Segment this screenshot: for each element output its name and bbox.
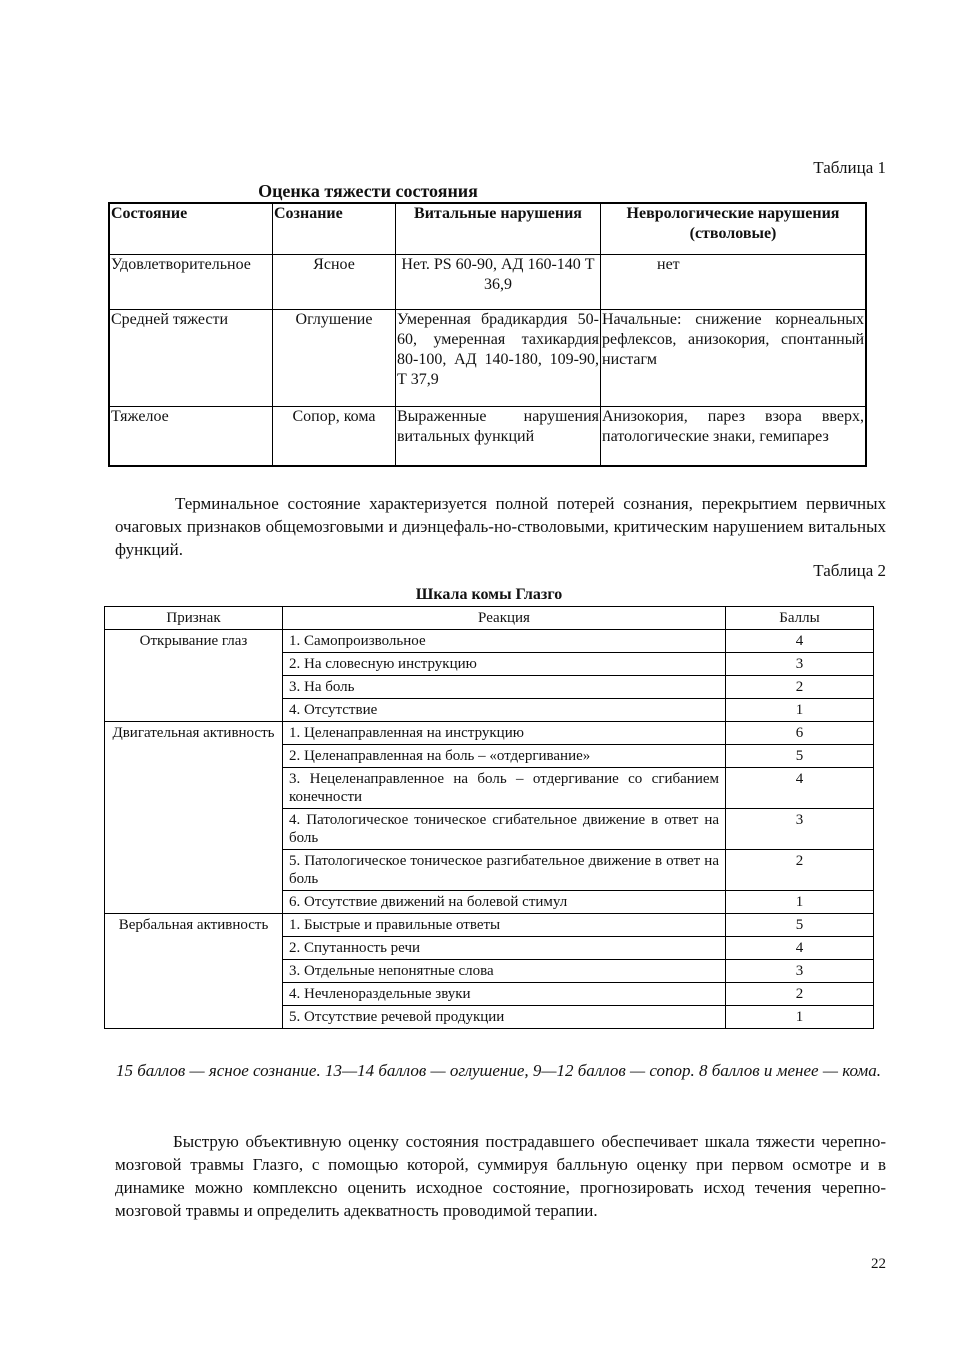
table-cell: Выраженные нарушения витальных функций [396,407,601,467]
table-cell: Средней тяжести [109,310,273,407]
header-cell: Реакция [283,607,726,630]
header-cell: Баллы [726,607,874,630]
table-header-row [105,607,874,630]
table1-title: Оценка тяжести состояния [258,181,478,201]
reaction-cell: 1. Целенаправленная на инструкцию [283,722,726,745]
table-cell: Ясное [273,255,396,310]
reaction-cell: 2. На словесную инструкцию [283,653,726,676]
reaction-cell: 1. Самопроизвольное [283,630,726,653]
table2-title: Шкала комы Глазго [415,586,563,603]
table-cell: Анизокория, парез взора вверх, патологические знаки, гемипарез [601,407,867,467]
header-cell: Сознание [273,203,396,255]
reaction-cell: 3. На боль [283,676,726,699]
reaction-cell: 6. Отсутствие движений на болевой стимул [283,891,726,914]
reaction-cell: 3. Нецеленаправленное на боль – отдергивание со сгибанием конечности [283,768,726,809]
reaction-cell: 4. Патологическое тоническое сгибательное движение в ответ на боль [283,809,726,850]
score-cell: 3 [726,809,874,850]
score-interpretation-note: 15 баллов — ясное сознание. 13—14 баллов — оглушение, 9—12 баллов — сопор. 8 баллов и менее — кома. [116,1061,881,1080]
reaction-cell: 2. Спутанность речи [283,937,726,960]
score-cell: 4 [726,630,874,653]
score-cell: 6 [726,722,874,745]
score-cell: 3 [726,653,874,676]
score-cell: 5 [726,914,874,937]
table-row [109,407,866,467]
reaction-cell: 5. Патологическое тоническое разгибательное движение в ответ на боль [283,850,726,891]
header-cell: Признак [105,607,283,630]
table-cell: Оглушение [273,310,396,407]
score-cell: 1 [726,891,874,914]
table-cell: нет [601,255,867,310]
table-cell: Удовлетворительное [109,255,273,310]
sign-cell: Двигательная активность [105,722,283,914]
table-cell: Умеренная брадикардия 50-60, умеренная тахикардия 80-100, АД 140-180, 109-90, Т 37,9 [396,310,601,407]
paragraph-glasgow-summary: Быструю объективную оценку состояния пострадавшего обеспечивает шкала тяжести черепно-мозговой травмы Глазго, с помощью которой, суммируя балльную оценку при первом осмотре и в динамике можно комплексно оценить исходное состояние, прогнозировать исход течения черепно-мозговой травмы и определить адекватность проводимой терапии. [115,1132,886,1220]
reaction-cell: 3. Отдельные непонятные слова [283,960,726,983]
header-cell: Состояние [109,203,273,255]
table-row [109,310,866,407]
table2-label: Таблица 2 [813,561,886,580]
score-cell: 3 [726,960,874,983]
header-cell: Неврологические нарушения (стволовые) [601,203,867,255]
table1-label: Таблица 1 [813,158,886,177]
table-cell: Начальные: снижение корнеальных рефлексов, анизокория, спонтанный нистагм [601,310,867,407]
score-cell: 2 [726,983,874,1006]
score-cell: 1 [726,1006,874,1029]
severity-table [108,202,867,467]
sign-cell: Открывание глаз [105,630,283,722]
score-cell: 5 [726,745,874,768]
table-header-row [109,203,866,255]
table-row [109,255,866,310]
reaction-cell: 2. Целенаправленная на боль – «отдергивание» [283,745,726,768]
reaction-cell: 1. Быстрые и правильные ответы [283,914,726,937]
paragraph-terminal-state: Терминальное состояние характеризуется полной потерей сознания, перекрытием первичных очаговых признаков общемозговыми и диэнцефаль-но-стволовыми, критическим нарушением витальных функций. [115,494,886,559]
score-cell: 2 [726,850,874,891]
sign-cell: Вербальная активность [105,914,283,1029]
reaction-cell: 5. Отсутствие речевой продукции [283,1006,726,1029]
score-cell: 4 [726,937,874,960]
score-cell: 4 [726,768,874,809]
table-row [105,722,874,745]
table-cell: Тяжелое [109,407,273,467]
glasgow-scale-table [104,606,874,1029]
score-cell: 2 [726,676,874,699]
reaction-cell: 4. Нечленораздельные звуки [283,983,726,1006]
page-number: 22 [871,1256,886,1272]
reaction-cell: 4. Отсутствие [283,699,726,722]
table-row [105,630,874,653]
table-row [105,914,874,937]
table-cell: Сопор, кома [273,407,396,467]
table-cell: Нет. PS 60-90, АД 160-140 Т 36,9 [396,255,601,310]
header-cell: Витальные нарушения [396,203,601,255]
score-cell: 1 [726,699,874,722]
